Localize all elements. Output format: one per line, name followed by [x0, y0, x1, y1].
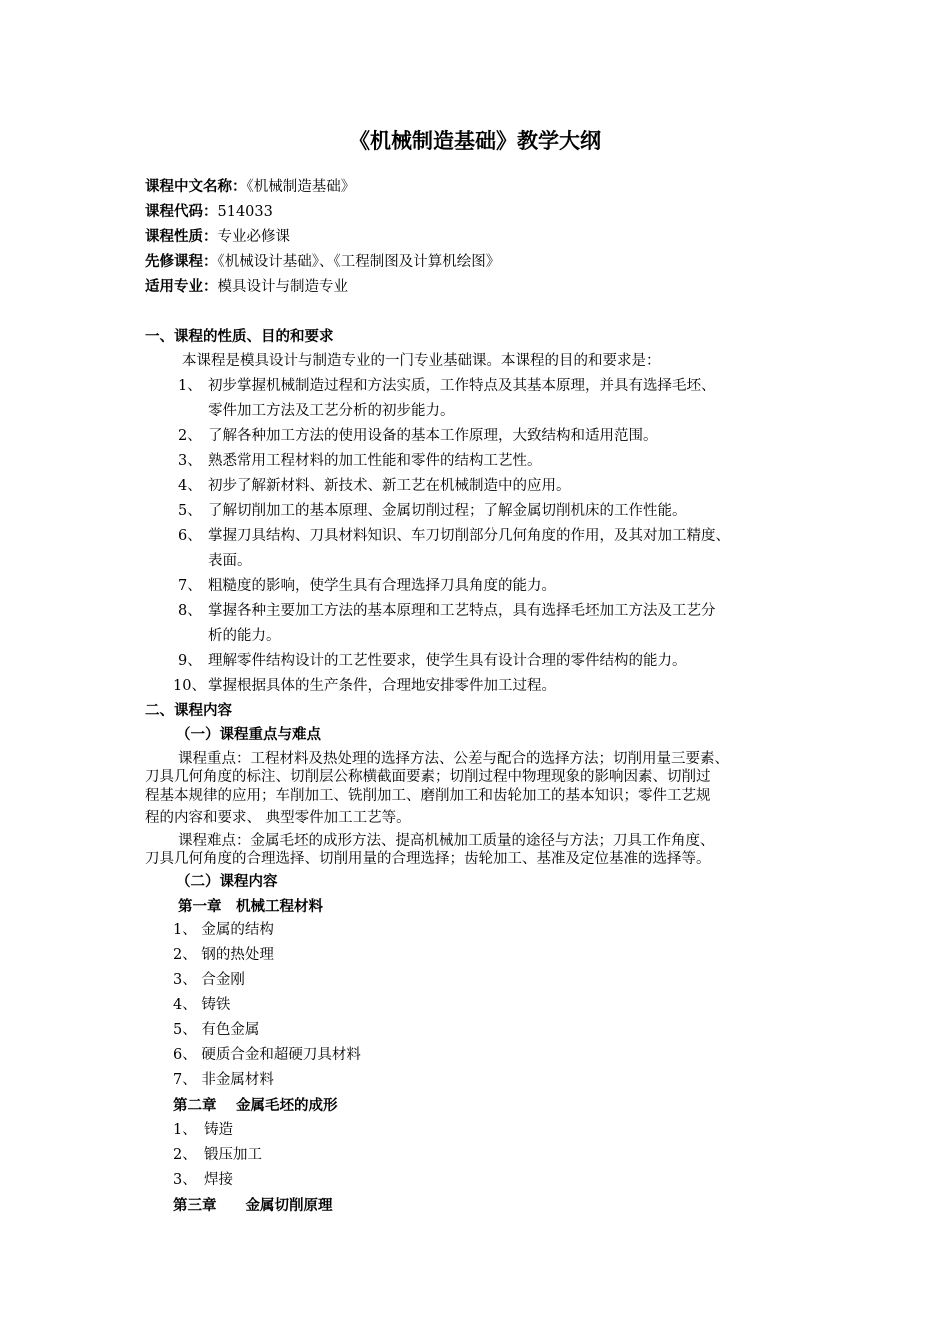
item-text: 析的能力。: [208, 628, 281, 644]
meta-value: 专业必修课: [217, 229, 290, 245]
list-item: 2、 钢的热处理: [173, 947, 274, 963]
item-text: 初步掌握机械制造过程和方法实质，工作特点及其基本原理，并具有选择毛坯、: [208, 378, 716, 394]
item-text: 掌握刀具结构、刀具材料知识、车刀切削部分几何角度的作用，及其对加工精度、: [208, 528, 730, 544]
chapter-title: 第二章 金属毛坯的成形: [173, 1098, 338, 1114]
meta-major: [145, 277, 348, 297]
meta-key: 先修课程：: [145, 254, 218, 270]
item-text: 零件加工方法及工艺分析的初步能力。: [208, 403, 455, 419]
item-number: 5、: [178, 503, 202, 519]
item-number: 6、: [178, 528, 202, 544]
item-text: 理解零件结构设计的工艺性要求，使学生具有设计合理的零件结构的能力。: [208, 653, 687, 669]
item-number: 2、: [178, 428, 202, 444]
item-number: 4、: [178, 478, 202, 494]
item-number: 9、: [178, 653, 202, 669]
item-text: 初步了解新材料、新技术、新工艺在机械制造中的应用。: [208, 478, 571, 494]
list-item: 6、 硬质合金和超硬刀具材料: [173, 1047, 361, 1063]
item-text: 粗糙度的影响，使学生具有合理选择刀具角度的能力。: [208, 578, 556, 594]
list-item: 2、 锻压加工: [173, 1147, 262, 1163]
section1-heading: 一、课程的性质、目的和要求: [145, 329, 334, 345]
chapter-title: 第三章 金属切削原理: [173, 1198, 333, 1214]
item-text: 掌握根据具体的生产条件，合理地安排零件加工过程。: [208, 678, 556, 694]
meta-course-nature: [145, 227, 290, 247]
list-item: 1、 铸造: [173, 1122, 233, 1138]
key-points-line: 程基本规律的应用；车削加工、铣削加工、磨削加工和齿轮加工的基本知识；零件工艺规: [145, 788, 711, 804]
item-text: 表面。: [208, 553, 252, 569]
meta-course-name: [145, 177, 355, 197]
meta-value: 模具设计与制造专业: [217, 279, 348, 295]
meta-key: 课程性质：: [145, 229, 218, 245]
item-text: 了解各种加工方法的使用设备的基本工作原理，大致结构和适用范围。: [208, 428, 658, 444]
item-number: 1、: [178, 378, 202, 394]
chapter-title: 第一章 机械工程材料: [178, 899, 323, 915]
key-points-line: 课程重点：工程材料及热处理的选择方法、公差与配合的选择方法；切削用量三要素、: [178, 751, 729, 767]
list-item: 4、 铸铁: [173, 997, 231, 1013]
meta-value: 《机械制造基础》: [246, 179, 356, 195]
document-title: 《机械制造基础》教学大纲: [349, 129, 601, 153]
list-item: 7、 非金属材料: [173, 1072, 274, 1088]
item-text: 了解切削加工的基本原理、金属切削过程；了解金属切削机床的工作性能。: [208, 503, 687, 519]
key-points-line: 程的内容和要求、 典型零件加工工艺等。: [145, 810, 411, 826]
meta-prerequisites: [145, 252, 500, 272]
subsection-heading: （二）课程内容: [176, 874, 278, 890]
meta-key: 课程代码：: [145, 204, 218, 220]
subsection-heading: （一）课程重点与难点: [176, 727, 321, 743]
list-item: 1、 金属的结构: [173, 922, 274, 938]
meta-value: 《机械设计基础》、《工程制图及计算机绘图》: [217, 254, 501, 270]
item-number: 8、: [178, 603, 202, 619]
difficulties-line: 课程难点：金属毛坯的成形方法、提高机械加工质量的途径与方法；刀具工作角度、: [178, 833, 715, 849]
item-text: 熟悉常用工程材料的加工性能和零件的结构工艺性。: [208, 453, 542, 469]
meta-key: 课程中文名称：: [145, 179, 247, 195]
meta-course-code: [145, 202, 273, 222]
section2-heading: 二、课程内容: [145, 703, 232, 719]
item-number: 3、: [178, 453, 202, 469]
item-number: 10、: [173, 678, 206, 694]
item-number: 7、: [178, 578, 202, 594]
list-item: 3、 合金刚: [173, 972, 245, 988]
meta-key: 适用专业：: [145, 279, 218, 295]
difficulties-line: 刀具几何角度的合理选择、切削用量的合理选择；齿轮加工、基准及定位基准的选择等。: [145, 851, 711, 867]
item-text: 掌握各种主要加工方法的基本原理和工艺特点，具有选择毛坯加工方法及工艺分: [208, 603, 716, 619]
list-item: 5、 有色金属: [173, 1022, 260, 1038]
meta-value: 514033: [217, 204, 273, 220]
key-points-line: 刀具几何角度的标注、切削层公称横截面要素；切削过程中物理现象的影响因素、切削过: [145, 769, 711, 785]
section1-intro: 本课程是模具设计与制造专业的一门专业基础课。本课程的目的和要求是：: [182, 353, 661, 369]
list-item: 3、 焊接: [173, 1172, 233, 1188]
